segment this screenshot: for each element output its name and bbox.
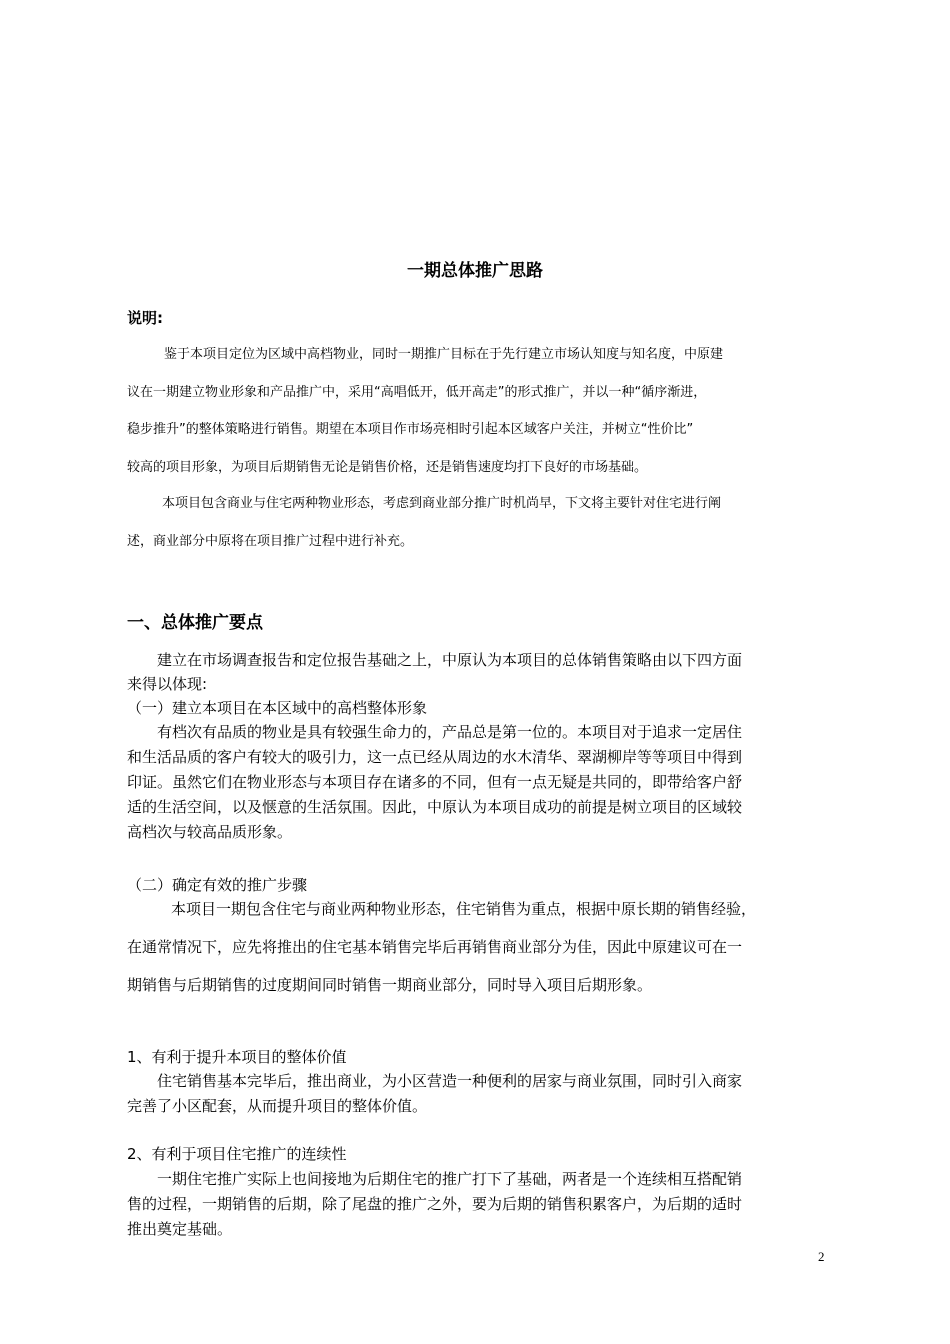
sub1-line: 高档次与较高品质形象。 [127, 823, 293, 841]
sub2-line: 期销售与后期销售的过度期间同时销售一期商业部分，同时导入项目后期形象。 [127, 976, 653, 994]
sub2-line: 在通常情况下，应先将推出的住宅基本销售完毕后再销售商业部分为佳，因此中原建议可在一 [127, 938, 743, 956]
sub2-line: 本项目一期包含住宅与商业两种物业形态，住宅销售为重点，根据中原长期的销售经验， [171, 900, 757, 918]
intro-p2-line: 本项目包含商业与住宅两种物业形态，考虑到商业部分推广时机尚早，下文将主要针对住宅进行阐 [162, 496, 722, 511]
point1-line: 完善了小区配套，从而提升项目的整体价值。 [127, 1097, 428, 1115]
document-title: 一期总体推广思路 [407, 261, 543, 281]
point2-line: 一期住宅推广实际上也间接地为后期住宅的推广打下了基础，两者是一个连续相互搭配销 [157, 1170, 743, 1188]
point-2-heading: 2、有利于项目住宅推广的连续性 [127, 1145, 347, 1163]
point2-line: 售的过程，一期销售的后期，除了尾盘的推广之外，要为后期的销售积累客户，为后期的适时 [127, 1195, 743, 1213]
lead-line: 来得以体现: [127, 675, 208, 693]
intro-p1-line: 较高的项目形象，为项目后期销售无论是销售价格，还是销售速度均打下良好的市场基础。 [127, 460, 648, 475]
point1-line: 住宅销售基本完毕后，推出商业，为小区营造一种便利的居家与商业氛围，同时引入商家 [157, 1072, 743, 1090]
sub1-line: 印证。虽然它们在物业形态与本项目存在诸多的不同，但有一点无疑是共同的，即带给客户舒 [127, 773, 743, 791]
sub1-line: 适的生活空间，以及惬意的生活氛围。因此，中原认为本项目成功的前提是树立项目的区域较 [127, 798, 743, 816]
subsection-1-heading: （一）建立本项目在本区域中的高档整体形象 [127, 699, 428, 717]
intro-p1-line: 议在一期建立物业形象和产品推广中，采用“高唱低开，低开高走”的形式推广，并以一种“循序渐进， [127, 385, 707, 400]
subsection-2-heading: （二）确定有效的推广步骤 [127, 876, 308, 894]
page-number: 2 [818, 1249, 825, 1264]
point-1-heading: 1、有利于提升本项目的整体价值 [127, 1048, 347, 1066]
sub1-line: 和生活品质的客户有较大的吸引力，这一点已经从周边的水木清华、翠湖柳岸等等项目中得到 [127, 748, 743, 766]
sub1-line: 有档次有品质的物业是具有较强生命力的，产品总是第一位的。本项目对于追求一定居住 [157, 723, 743, 741]
intro-p1-line: 稳步推升”的整体策略进行销售。期望在本项目作市场亮相时引起本区域客户关注，并树立“性价比” [127, 422, 694, 437]
lead-line: 建立在市场调查报告和定位报告基础之上，中原认为本项目的总体销售策略由以下四方面 [157, 651, 743, 669]
point2-line: 推出奠定基础。 [127, 1220, 233, 1238]
section-heading: 一、总体推广要点 [127, 613, 263, 633]
intro-p2-line: 述，商业部分中原将在项目推广过程中进行补充。 [127, 534, 414, 549]
intro-label: 说明: [127, 309, 163, 327]
intro-p1-line: 鉴于本项目定位为区域中高档物业，同时一期推广目标在于先行建立市场认知度与知名度，中原建 [164, 347, 724, 362]
